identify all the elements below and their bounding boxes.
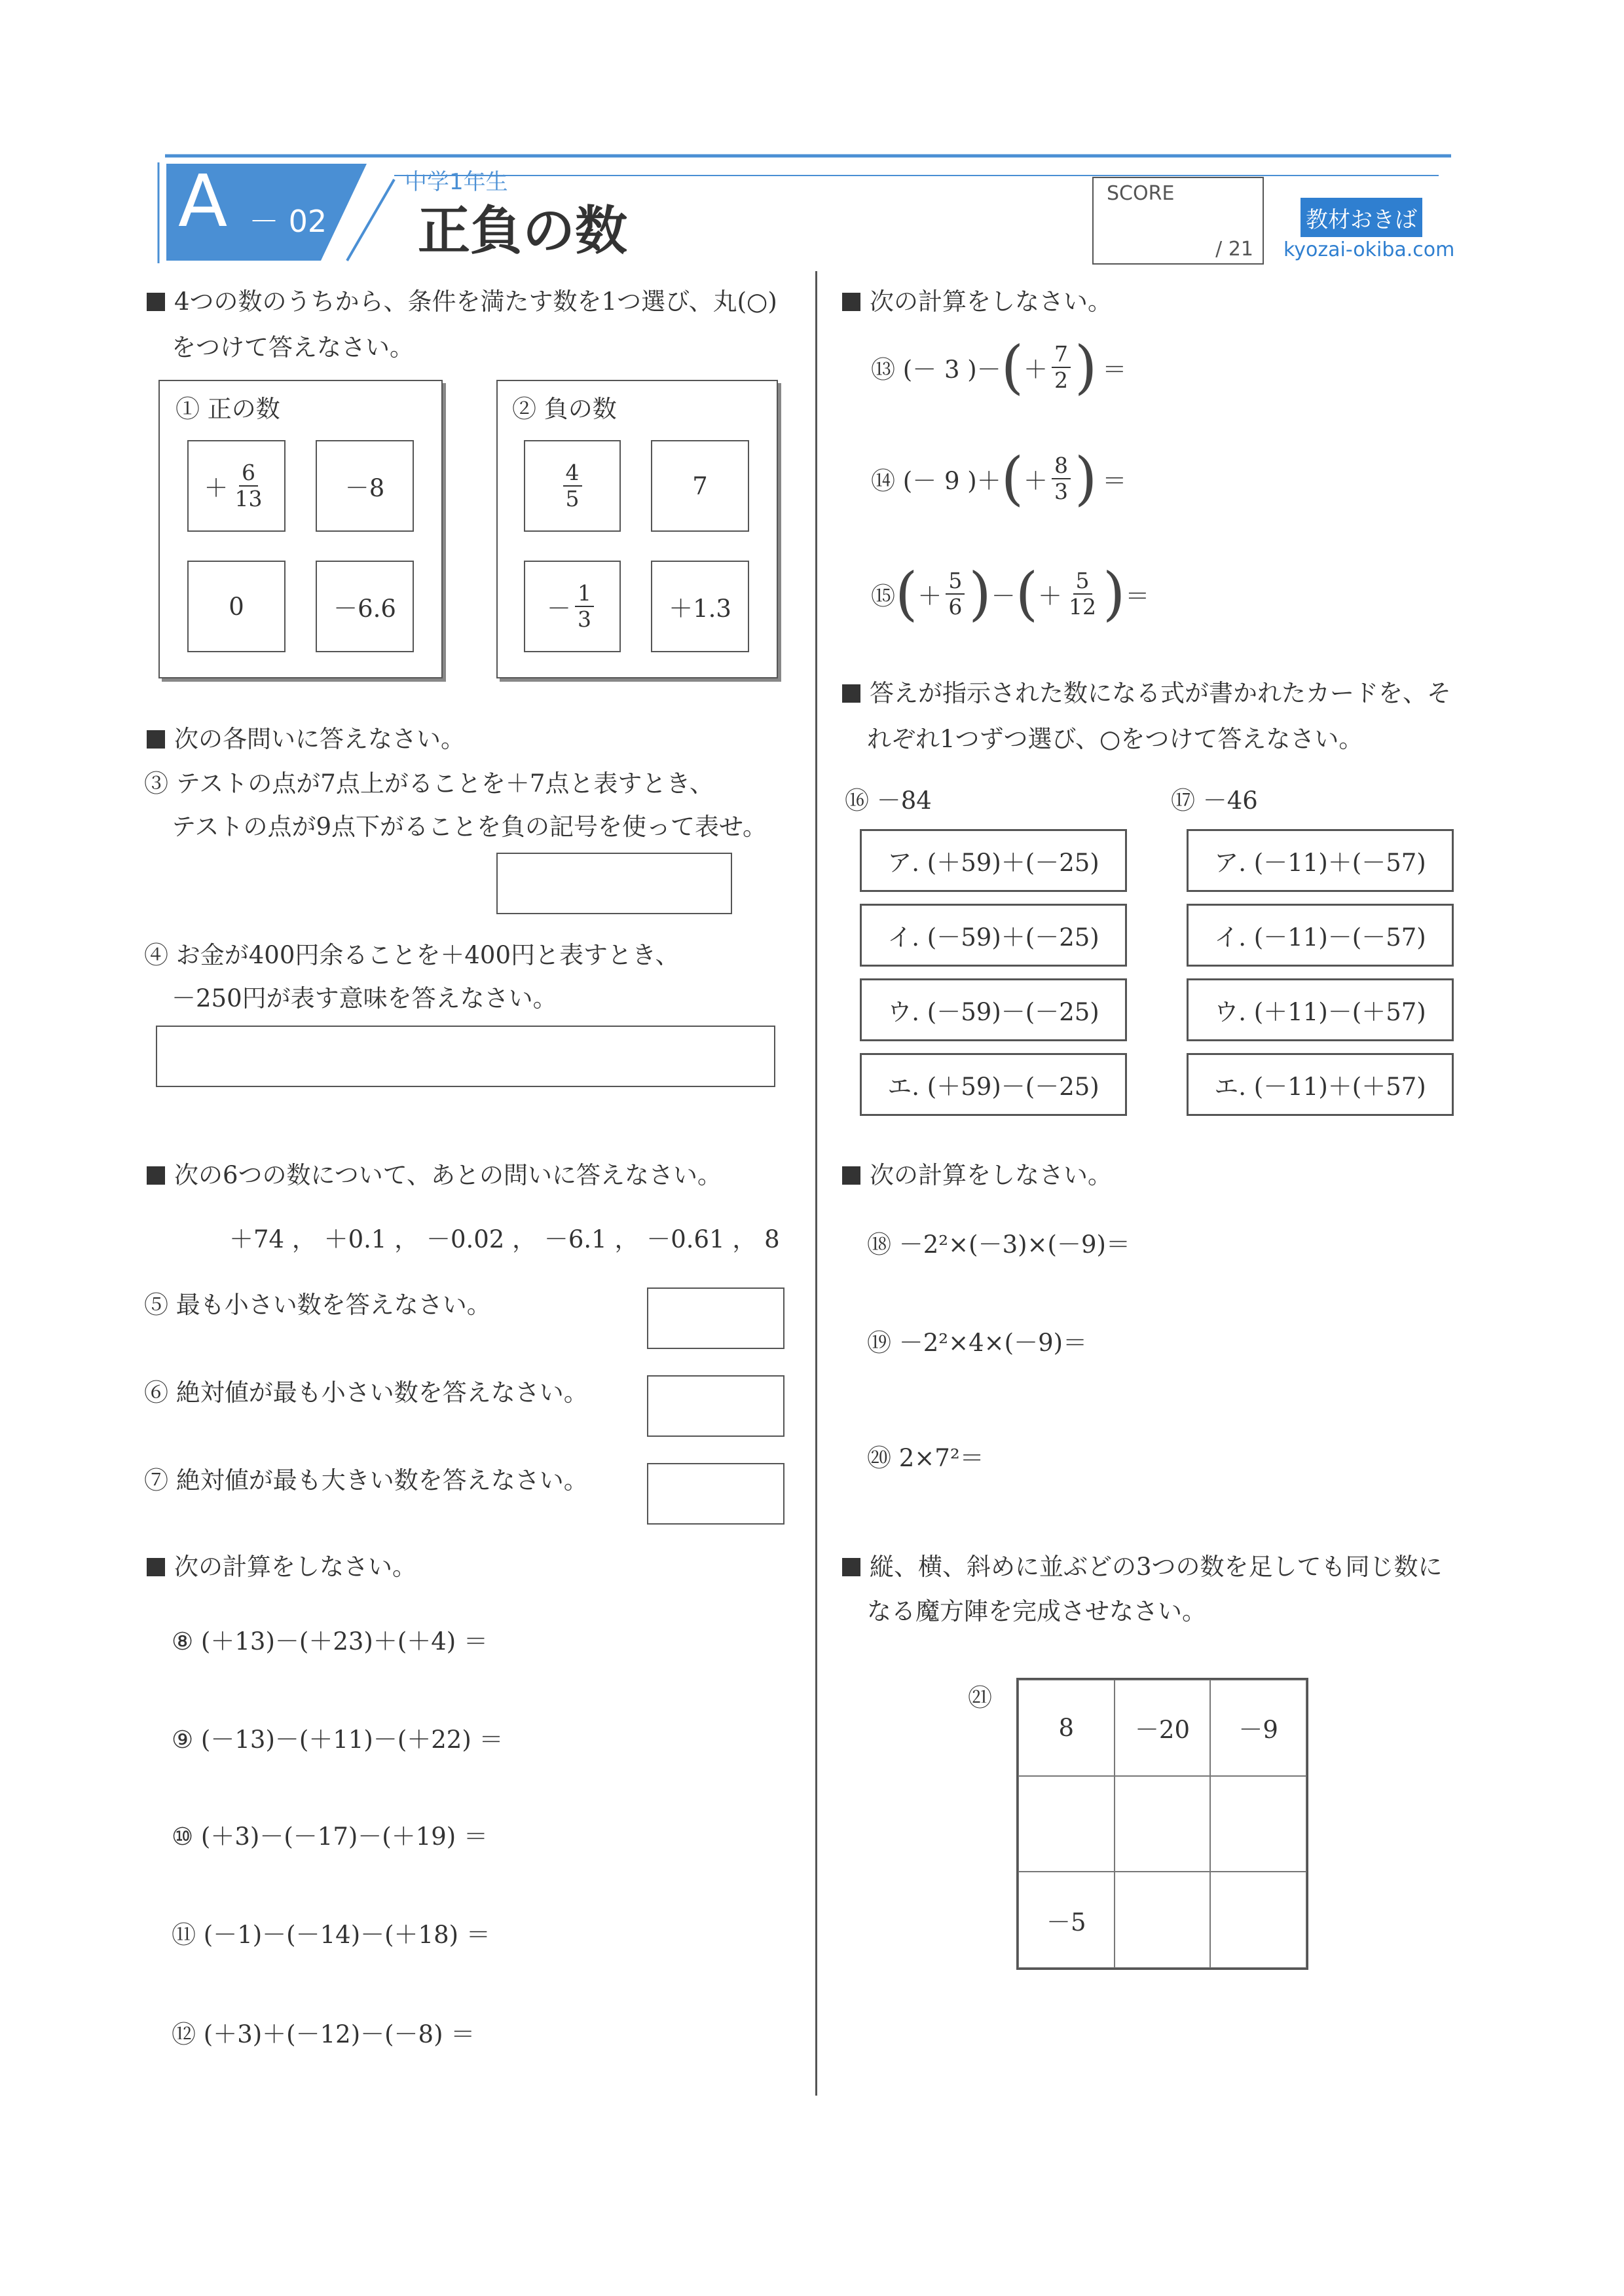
q16-label: ⑯ －84	[845, 787, 932, 815]
sign: ＋	[917, 582, 942, 610]
s5-instruction: 次の計算をしなさい。	[842, 282, 1112, 317]
right-paren: )	[1075, 333, 1098, 401]
q17-option-a[interactable]: ア. (－11)＋(－57)	[1187, 829, 1454, 892]
denominator: 6	[948, 594, 963, 620]
q16-option-u[interactable]: ウ. (－59)－(－25)	[860, 978, 1127, 1041]
fraction	[232, 460, 265, 511]
denominator: 5	[565, 486, 580, 511]
s8-instruction-line1: 縦、横、斜めに並ぶどの3つの数を足しても同じ数に	[842, 1547, 1443, 1582]
six-numbers: ＋74 ， ＋0.1 ， －0.02 ， －6.1 ， －0.61 ， 8	[229, 1225, 780, 1253]
equals: ＝	[1102, 356, 1127, 384]
q4-line2: －250円が表す意味を答えなさい。	[172, 984, 557, 1012]
magic-cell[interactable]	[1115, 1872, 1211, 1968]
q12-text: ⑫ (＋3)＋(－12)－(－8) ＝	[172, 2020, 475, 2048]
right-paren: )	[1103, 560, 1126, 627]
q3-line1: ③ テストの点が7点上がることを＋7点と表すとき、	[144, 769, 714, 798]
numerator: 6	[239, 460, 258, 487]
fraction	[1052, 342, 1071, 393]
denominator: 3	[1054, 479, 1069, 504]
card-pos-6-13[interactable]	[187, 440, 286, 532]
right-paren: )	[969, 560, 991, 627]
header	[152, 153, 1462, 265]
group-negative-label: ② 負の数	[512, 395, 617, 423]
bullet-square-icon	[147, 1166, 165, 1185]
s2-instruction: 次の各問いに答えなさい。	[147, 719, 465, 754]
q7-text: ⑦ 絶対値が最も大きい数を答えなさい。	[144, 1466, 588, 1494]
s6-instruction-line1: 答えが指示された数になる式が書かれたカードを、そ	[842, 673, 1451, 709]
left-paren: (	[895, 560, 918, 627]
numerator: 5	[1073, 568, 1092, 595]
s1-instruction-line1: 4つの数のうちから、条件を満たす数を1つ選び、丸(○)	[147, 282, 777, 317]
header-decoration	[152, 153, 1462, 265]
q9-text: ⑨ (－13)－(＋11)－(＋22) ＝	[172, 1726, 504, 1754]
level-number: － 02	[249, 204, 327, 239]
card-4-5[interactable]	[524, 440, 621, 532]
q6-text: ⑥ 絶対値が最も小さい数を答えなさい。	[144, 1379, 588, 1407]
bullet-square-icon	[842, 1558, 860, 1576]
q8-text: ⑧ (＋13)－(＋23)＋(＋4) ＝	[172, 1627, 489, 1656]
equals: ＝	[1102, 467, 1127, 495]
fraction	[575, 581, 594, 632]
q17-label: ⑰ －46	[1171, 787, 1258, 815]
q16-option-a[interactable]: ア. (＋59)＋(－25)	[860, 829, 1127, 892]
s8-instruction-line2: なる魔方陣を完成させなさい。	[867, 1597, 1206, 1625]
magic-cell[interactable]: －5	[1018, 1872, 1115, 1968]
bullet-square-icon	[147, 730, 165, 749]
q17-option-i[interactable]: イ. (－11)－(－57)	[1187, 904, 1454, 967]
magic-cell[interactable]	[1018, 1776, 1115, 1872]
brand-badge: 教材おきば	[1301, 198, 1422, 237]
magic-square	[1016, 1678, 1308, 1970]
magic-cell[interactable]	[1210, 1872, 1306, 1968]
card-neg-6-6[interactable]: －6.6	[316, 561, 414, 652]
q19-text: ⑲ －2²×4×(－9)＝	[867, 1329, 1088, 1357]
left-paren: (	[1001, 445, 1024, 512]
page-title: 正負の数	[418, 200, 627, 261]
q14-prefix: ⑭ (－ 9 )＋	[871, 467, 1001, 495]
magic-cell[interactable]	[1210, 1776, 1306, 1872]
card-neg-8[interactable]: －8	[316, 440, 414, 532]
magic-cell[interactable]: 8	[1018, 1680, 1115, 1776]
numerator: 5	[946, 568, 965, 595]
q13-expression	[871, 331, 1126, 403]
q4-line1: ④ お金が400円余ることを＋400円と表すとき、	[144, 941, 680, 969]
q3-line2: テストの点が9点下がることを負の記号を使って表せ。	[172, 813, 767, 841]
q16-option-i[interactable]: イ. (－59)＋(－25)	[860, 904, 1127, 967]
fraction	[563, 460, 582, 511]
site-url[interactable]: kyozai-okiba.com	[1283, 238, 1455, 261]
fraction	[1066, 568, 1099, 620]
q5-answer-box[interactable]	[647, 1287, 784, 1349]
numerator: 8	[1052, 453, 1071, 479]
q16-option-e[interactable]: エ. (＋59)－(－25)	[860, 1053, 1127, 1116]
sign: ＋	[1024, 356, 1048, 384]
magic-cell[interactable]: －20	[1115, 1680, 1211, 1776]
q6-answer-box[interactable]	[647, 1375, 784, 1437]
fraction	[946, 568, 965, 620]
operator: －	[991, 582, 1016, 610]
q13-prefix: ⑬ (－ 3 )－	[871, 356, 1001, 384]
bullet-square-icon	[842, 293, 860, 311]
q20-text: ⑳ 2×7²＝	[867, 1444, 984, 1472]
q7-answer-box[interactable]	[647, 1463, 784, 1525]
right-paren: )	[1075, 445, 1098, 512]
s3-instruction: 次の6つの数について、あとの問いに答えなさい。	[147, 1155, 722, 1191]
sign: －	[547, 595, 571, 623]
q10-text: ⑩ (＋3)－(－17)－(＋19) ＝	[172, 1823, 489, 1851]
column-divider	[815, 271, 817, 2096]
q17-option-u[interactable]: ウ. (＋11)－(＋57)	[1187, 978, 1454, 1041]
bullet-square-icon	[842, 684, 860, 703]
magic-cell[interactable]: －9	[1210, 1680, 1306, 1776]
denominator: 2	[1054, 367, 1069, 393]
bullet-square-icon	[147, 1558, 165, 1576]
group-positive-label: ① 正の数	[175, 395, 280, 423]
sign: ＋	[1038, 582, 1063, 610]
card-pos-1-3[interactable]: ＋1.3	[651, 561, 749, 652]
score-total: / 21	[1215, 238, 1253, 261]
q11-text: ⑪ (－1)－(－14)－(＋18) ＝	[172, 1921, 490, 1949]
q15-expression	[871, 558, 1149, 630]
q14-expression	[871, 443, 1126, 515]
s6-instruction-line2: れぞれ1つずつ選び、○をつけて答えなさい。	[867, 725, 1363, 753]
s1-instruction-line2: をつけて答えなさい。	[172, 333, 414, 361]
sign: ＋	[1024, 467, 1048, 495]
card-zero[interactable]: 0	[187, 561, 286, 652]
score-box	[1092, 177, 1264, 265]
grade-label: 中学1年生	[405, 169, 508, 195]
q4-answer-box[interactable]	[156, 1026, 775, 1087]
numerator: 4	[563, 460, 582, 487]
q3-answer-box[interactable]	[496, 853, 732, 914]
left-paren: (	[1001, 333, 1024, 401]
q21-label: ㉑	[968, 1684, 992, 1712]
q17-option-e[interactable]: エ. (－11)＋(＋57)	[1187, 1053, 1454, 1116]
denominator: 12	[1069, 594, 1097, 620]
q18-text: ⑱ －2²×(－3)×(－9)＝	[867, 1231, 1130, 1259]
level-letter: A	[178, 159, 228, 243]
bullet-square-icon	[842, 1166, 860, 1185]
magic-cell[interactable]	[1115, 1776, 1211, 1872]
s4-instruction: 次の計算をしなさい。	[147, 1547, 416, 1582]
card-7[interactable]: 7	[651, 440, 749, 532]
q15-prefix: ⑮	[871, 582, 895, 610]
denominator: 3	[578, 606, 591, 632]
sign: ＋	[204, 474, 229, 502]
bullet-square-icon	[147, 293, 165, 311]
q5-text: ⑤ 最も小さい数を答えなさい。	[144, 1291, 491, 1319]
equals: ＝	[1125, 582, 1150, 610]
score-label: SCORE	[1107, 182, 1175, 205]
left-paren: (	[1015, 560, 1039, 627]
numerator: 7	[1052, 342, 1071, 368]
denominator: 13	[234, 486, 263, 511]
fraction	[1052, 453, 1071, 504]
card-neg-1-3[interactable]	[524, 561, 621, 652]
numerator: 1	[575, 581, 594, 607]
s7-instruction: 次の計算をしなさい。	[842, 1155, 1112, 1191]
